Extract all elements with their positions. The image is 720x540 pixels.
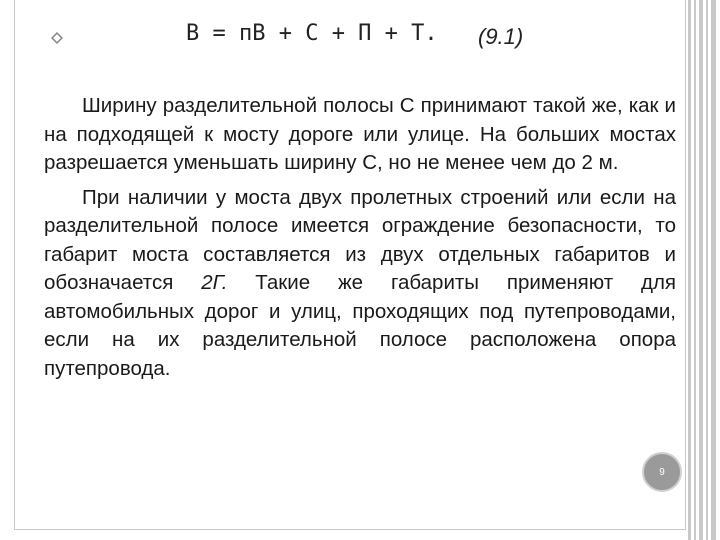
paragraph-2 [44, 184, 676, 384]
body-text [44, 92, 676, 389]
formula-number: (9.1) [478, 24, 524, 49]
page-number: 9 [659, 466, 665, 478]
bullet-icon [50, 31, 64, 45]
formula-expression: В = пВ + С + П + Т. [186, 21, 438, 46]
page-number-badge [642, 452, 682, 492]
paragraph-2-emphasis: 2Г. [201, 271, 228, 294]
paragraph-2-before: При наличии у моста двух пролетных строений или если на разделительной полосе имеется ограждение безопасности, то габарит моста составляется из двух отдельных габаритов и обозначается [44, 185, 676, 294]
decorative-stripes [688, 0, 720, 540]
paragraph-1: Ширину разделительной полосы С принимают такой же, как и на подходящей к мосту дороге или улице. На больших мостах разрешается уменьшать ширину С, но не менее чем до 2 м. [44, 94, 676, 174]
paragraph-2-after: Такие же габариты применяют для автомобильных дорог и улиц, проходящих под путепроводами, если на их разделительной полосе расположена опора путепровода. [44, 271, 677, 380]
